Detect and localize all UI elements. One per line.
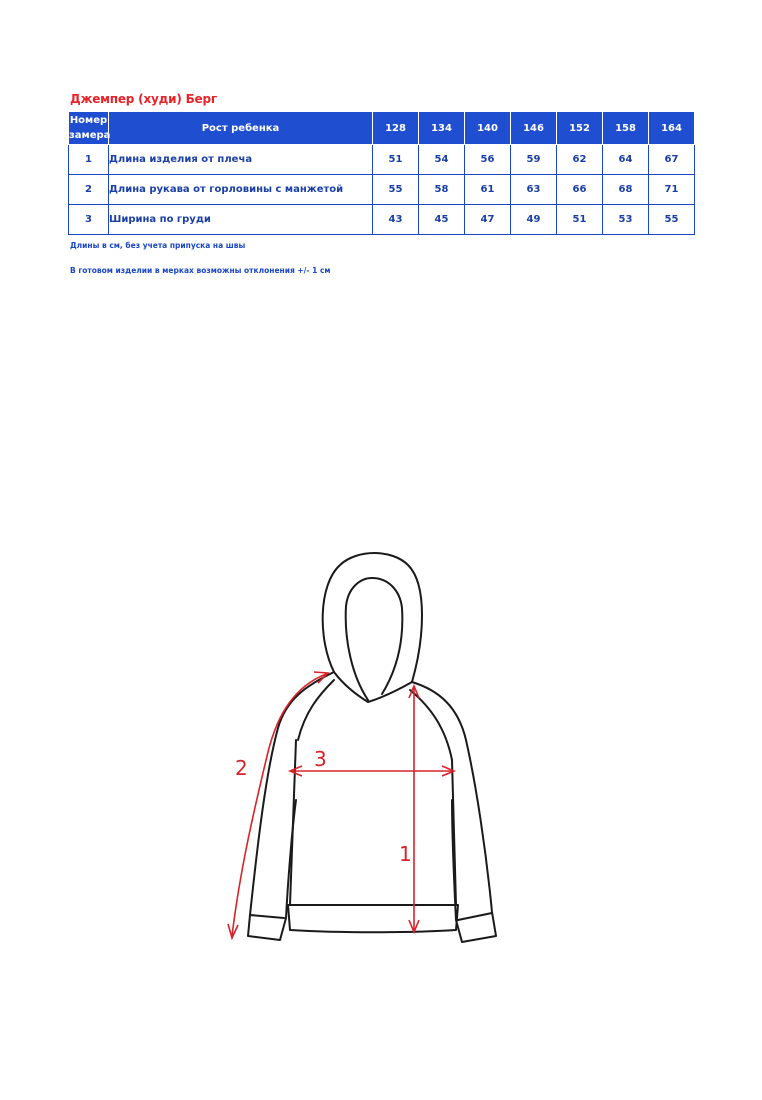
note-tolerance: В готовом изделии в мерках возможны отклонения +/- 1 см	[70, 266, 331, 275]
measure-3-label: 3	[314, 747, 327, 771]
header-child-height: Рост ребенка	[109, 112, 373, 145]
hem-band	[288, 905, 458, 932]
body-left-side	[290, 740, 296, 905]
row-number: 2	[69, 175, 109, 205]
header-size: 164	[649, 112, 695, 145]
measurement-lines	[228, 672, 454, 938]
table-cell: 51	[557, 205, 603, 235]
row-label: Длина изделия от плеча	[109, 145, 373, 175]
table-cell: 61	[465, 175, 511, 205]
table-cell: 71	[649, 175, 695, 205]
row-number: 3	[69, 205, 109, 235]
table-cell: 55	[649, 205, 695, 235]
measure-1-label: 1	[399, 842, 412, 866]
table-cell: 54	[419, 145, 465, 175]
header-size: 134	[419, 112, 465, 145]
table-cell: 53	[603, 205, 649, 235]
header-measure-number-line2: замера	[69, 130, 111, 141]
header-size: 158	[603, 112, 649, 145]
table-cell: 56	[465, 145, 511, 175]
table-cell: 62	[557, 145, 603, 175]
table-cell: 55	[373, 175, 419, 205]
table-cell: 47	[465, 205, 511, 235]
hood-inner	[346, 578, 403, 700]
header-size: 152	[557, 112, 603, 145]
table-cell: 64	[603, 145, 649, 175]
page-title: Джемпер (худи) Берг	[70, 92, 217, 106]
row-label: Длина рукава от горловины с манжетой	[109, 175, 373, 205]
header-size: 128	[373, 112, 419, 145]
right-cuff	[458, 913, 492, 920]
row-label: Ширина по груди	[109, 205, 373, 235]
row-number: 1	[69, 145, 109, 175]
table-cell: 67	[649, 145, 695, 175]
measure-2-line	[232, 674, 326, 936]
table-cell: 63	[511, 175, 557, 205]
table-cell: 68	[603, 175, 649, 205]
note-seam-allowance: Длины в см, без учета припуска на швы	[70, 241, 246, 250]
measure-2-label: 2	[235, 756, 248, 780]
hoodie-outline	[248, 553, 496, 942]
hood-outer	[323, 553, 422, 702]
table-cell: 51	[373, 145, 419, 175]
header-measure-number-line1: Номер	[69, 115, 108, 126]
table-cell: 43	[373, 205, 419, 235]
table-cell: 59	[511, 145, 557, 175]
header-size: 140	[465, 112, 511, 145]
table-cell: 49	[511, 205, 557, 235]
left-cuff	[250, 915, 284, 918]
header-size: 146	[511, 112, 557, 145]
table-cell: 58	[419, 175, 465, 205]
table-cell: 45	[419, 205, 465, 235]
table-cell: 66	[557, 175, 603, 205]
